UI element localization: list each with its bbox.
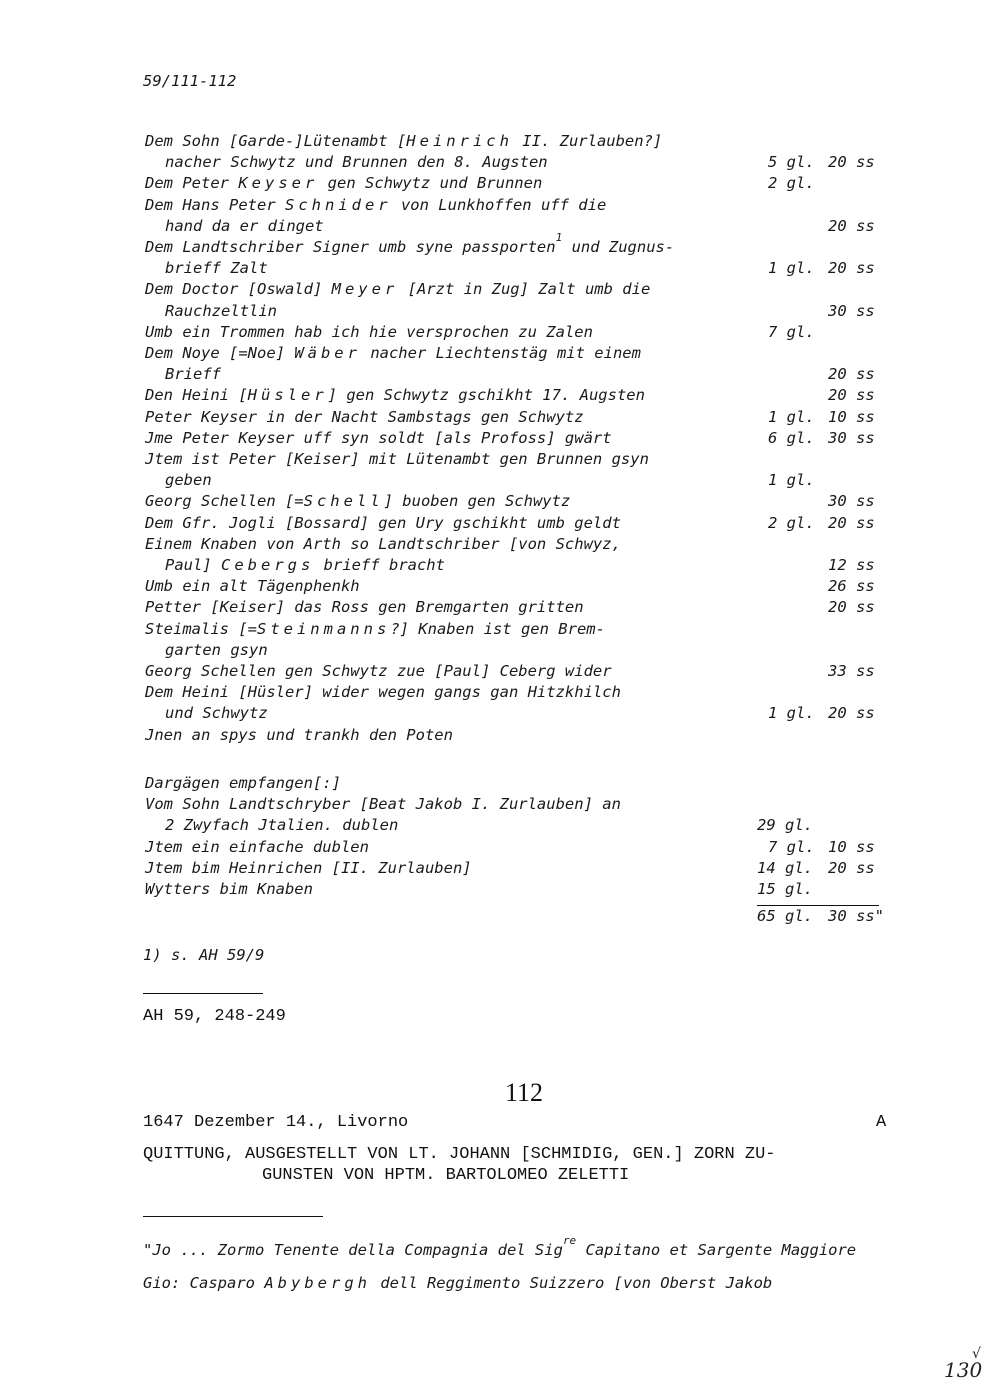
amount-gulden: 1 gl. — [768, 407, 815, 426]
entry-text: nacher Schwytz und Brunnen den 8. Augsten — [165, 153, 548, 172]
page-reference: 59/111-112 — [143, 72, 237, 90]
total-ss: 30 ss" — [828, 907, 884, 925]
document-letter: A — [876, 1113, 887, 1132]
amount-gulden: 1 gl. — [768, 704, 815, 723]
amount-gulden: 2 gl. — [768, 174, 815, 193]
margin-check-mark: √ — [972, 1346, 981, 1362]
amount-gulden: 6 gl. — [768, 428, 815, 447]
amount-schilling: 26 ss — [828, 577, 875, 596]
date-place: 1647 Dezember 14., Livorno — [143, 1113, 409, 1132]
entry-text: Jnen an spys und trankh den Poten — [145, 725, 453, 744]
amount-gulden: 14 gl. — [757, 858, 813, 877]
amount-gulden: 29 gl. — [757, 816, 813, 835]
footnote: 1) s. AH 59/9 — [143, 946, 265, 964]
amount-schilling: 20 ss — [828, 386, 875, 405]
amount-schilling: 30 ss — [828, 492, 875, 511]
entry-text: Georg Schellen gen Schwytz zue [Paul] Ceberg wider — [145, 662, 612, 680]
entry-text: Georg Schellen [=Schell] buoben gen Schwytz — [145, 492, 571, 511]
amount-schilling: 10 ss — [828, 837, 875, 856]
amount-schilling: 20 ss — [828, 704, 875, 723]
entry-text: Dem Hans Peter Schnider von Lunkhoffen uff die — [145, 195, 607, 214]
entry-text: Rauchzeltlin — [165, 301, 277, 320]
entry-text: Dem Gfr. Jogli [Bossard] gen Ury gschikht umb geldt — [145, 513, 621, 532]
entry-text: garten gsyn — [165, 640, 268, 659]
amount-schilling: 10 ss — [828, 407, 875, 426]
entry-text: Jtem bim Heinrichen [II. Zurlauben] — [145, 858, 472, 877]
entry-text: Dem Heini [Hüsler] wider wegen gangs gan Hitzkhilch — [145, 683, 621, 702]
entry-text: hand da er dinget — [165, 216, 324, 235]
entry-text: geben — [165, 471, 212, 490]
entry-text: Brieff — [165, 365, 221, 384]
entry-text: Vom Sohn Landtschryber [Beat Jakob I. Zurlauben] an — [145, 795, 621, 814]
entry-text: Dargägen empfangen[:] — [145, 774, 341, 792]
heading-line-1: QUITTUNG, AUSGESTELLT VON LT. JOHANN [SCHMIDIG, GEN.] ZORN ZU- — [143, 1145, 776, 1164]
entry-text: Wytters bim Knaben — [145, 880, 313, 898]
amount-schilling: 20 ss — [828, 216, 875, 235]
amount-gulden: 1 gl. — [768, 259, 815, 278]
amount-gulden: 5 gl. — [768, 153, 815, 172]
entry-text: Steimalis [=Steinmanns?] Knaben ist gen Brem- — [145, 619, 605, 638]
source-reference: AH 59, 248-249 — [143, 1007, 286, 1026]
entry-text: Umb ein Trommen hab ich hie versprochen zu Zalen — [145, 322, 593, 341]
entry-text: Petter [Keiser] das Ross gen Bremgarten gritten — [145, 598, 584, 617]
amount-schilling: 20 ss — [828, 858, 875, 877]
entry-text: Dem Landtschriber Signer umb syne passporten$^1$ und Zugnus- — [145, 231, 675, 256]
entry-text: Jtem ein einfache dublen — [145, 837, 369, 856]
amount-schilling: 30 ss — [828, 428, 875, 447]
entry-text: 2 Zwyfach Jtalien. dublen — [165, 816, 399, 835]
footnote-rule — [143, 993, 263, 994]
amount-gulden: 7 gl. — [768, 322, 815, 341]
total-gl: 65 gl. — [757, 907, 813, 925]
amount-schilling: 20 ss — [828, 259, 875, 278]
entry-text: brieff Zalt — [165, 259, 268, 278]
entry-text: Dem Sohn [Garde-]Lütenambt [Heinrich II. Zurlauben?] — [145, 132, 663, 150]
quote-rule — [143, 1216, 323, 1217]
heading-line-2: GUNSTEN VON HPTM. BARTOLOMEO ZELETTI — [262, 1166, 630, 1185]
amount-schilling: 20 ss — [828, 513, 875, 532]
margin-folio-number: 130 — [944, 1358, 983, 1382]
entry-text: Dem Doctor [Oswald] Meyer [Arzt in Zug] Zalt umb die — [145, 280, 651, 299]
amount-schilling: 30 ss — [828, 301, 875, 320]
entry-text: Jtem ist Peter [Keiser] mit Lütenambt gen Brunnen gsyn — [145, 450, 649, 468]
entry-text: Dem Noye [=Noe] Wäber nacher Liechtenstäg mit einem — [145, 344, 641, 362]
quote-line-2: Gio: Casparo Abybergh dell Reggimento Suizzero [von Oberst Jakob — [143, 1274, 773, 1292]
amount-schilling: 33 ss — [828, 662, 875, 680]
entry-text: Paul] Cebergs brieff bracht — [165, 556, 445, 574]
entry-text: Den Heini [Hüsler] gen Schwytz gschikht 17. Augsten — [145, 386, 645, 405]
entry-text: Dem Peter Keyser gen Schwytz und Brunnen — [145, 174, 543, 193]
amount-schilling: 12 ss — [828, 556, 875, 574]
amount-gulden: 7 gl. — [768, 837, 815, 856]
entry-text: Einem Knaben von Arth so Landtschriber [von Schwyz, — [145, 534, 621, 553]
amount-schilling: 20 ss — [828, 365, 875, 384]
amount-gulden: 2 gl. — [768, 513, 815, 532]
amount-gulden: 15 gl. — [757, 880, 813, 898]
entry-text: Umb ein alt Tägenphenkh — [145, 577, 360, 596]
entry-text: und Schwytz — [165, 704, 268, 723]
quote-line-1: "Jo ... Zormo Tenente della Compagnia del Sig$^{re}$ Capitano et Sargente Maggiore — [143, 1234, 857, 1259]
document-number: 112 — [505, 1078, 544, 1107]
amount-schilling: 20 ss — [828, 598, 875, 617]
entry-text: Jme Peter Keyser uff syn soldt [als Profoss] gwärt — [145, 428, 612, 447]
amount-gulden: 1 gl. — [768, 471, 815, 490]
amount-schilling: 20 ss — [828, 153, 875, 172]
entry-text: Peter Keyser in der Nacht Sambstags gen Schwytz — [145, 407, 584, 426]
